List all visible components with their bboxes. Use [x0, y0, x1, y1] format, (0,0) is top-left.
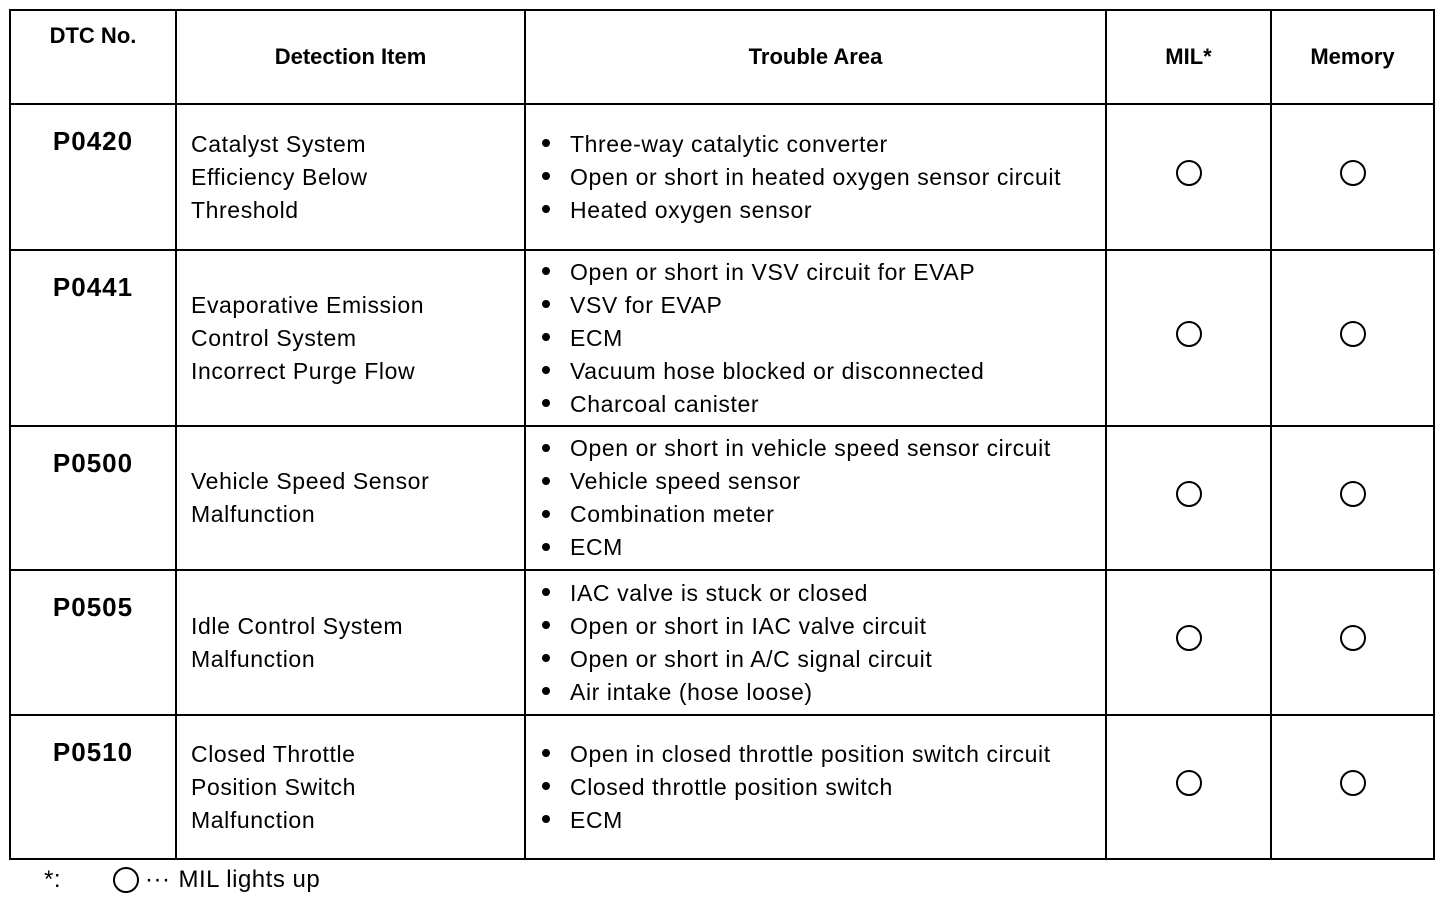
footnote-ellipsis: ···: [145, 866, 171, 893]
trouble-area-text: Open or short in IAC valve circuit: [570, 612, 927, 639]
detection-item-line: Efficiency Below: [191, 163, 368, 190]
memory-cell: [1271, 104, 1434, 250]
detection-item: [176, 104, 525, 250]
bullet-icon: [542, 687, 550, 695]
bullet-icon: [542, 267, 550, 275]
trouble-area-text: ECM: [570, 806, 623, 833]
trouble-area-item: [542, 432, 1105, 465]
trouble-area-item: [542, 610, 1105, 643]
circle-icon: [1176, 481, 1202, 507]
dtc-table: [9, 9, 1435, 860]
trouble-area-item: [542, 577, 1105, 610]
mil-cell: [1106, 426, 1271, 570]
detection-item-line: Threshold: [191, 196, 299, 223]
detection-item-line: Catalyst System: [191, 130, 367, 157]
table-row: [10, 250, 1434, 426]
mil-cell: [1106, 570, 1271, 715]
bullet-icon: [542, 205, 550, 213]
footnote-marker: *:: [44, 866, 62, 893]
trouble-area-text: Air intake (hose loose): [570, 678, 813, 705]
trouble-area-text: Charcoal canister: [570, 390, 760, 417]
table-row: [10, 104, 1434, 250]
memory-cell: [1271, 715, 1434, 859]
detection-item-line: Control System: [191, 324, 357, 351]
bullet-icon: [542, 621, 550, 629]
detection-item: [176, 715, 525, 859]
trouble-area-text: Heated oxygen sensor: [570, 196, 813, 223]
trouble-area: [525, 250, 1106, 426]
bullet-icon: [542, 749, 550, 757]
circle-icon: [1340, 770, 1366, 796]
mil-cell: [1106, 250, 1271, 426]
dtc-code: P0441: [10, 250, 176, 426]
trouble-area-item: [542, 194, 1105, 227]
trouble-area-item: [542, 355, 1105, 388]
bullet-icon: [542, 300, 550, 308]
trouble-area-text: Open or short in A/C signal circuit: [570, 645, 933, 672]
header-row: [10, 10, 1434, 104]
trouble-area-text: Vacuum hose blocked or disconnected: [570, 357, 985, 384]
trouble-area-text: Three-way catalytic converter: [570, 130, 888, 157]
detection-item-line: Incorrect Purge Flow: [191, 357, 416, 384]
trouble-area-item: [542, 161, 1105, 194]
circle-icon: [113, 867, 139, 893]
bullet-icon: [542, 172, 550, 180]
detection-item: [176, 570, 525, 715]
bullet-icon: [542, 782, 550, 790]
circle-icon: [1176, 160, 1202, 186]
dtc-code: P0510: [10, 715, 176, 859]
trouble-area-item: [542, 256, 1105, 289]
trouble-area: [525, 104, 1106, 250]
detection-item-line: Closed Throttle: [191, 740, 356, 767]
table-row: [10, 570, 1434, 715]
detection-item-line: Malfunction: [191, 645, 316, 672]
bullet-icon: [542, 139, 550, 147]
trouble-area-text: Closed throttle position switch: [570, 773, 893, 800]
trouble-area-item: [542, 738, 1105, 771]
header-mil: MIL*: [1106, 10, 1271, 104]
table-row: [10, 426, 1434, 570]
header-memory: Memory: [1271, 10, 1434, 104]
bullet-icon: [542, 588, 550, 596]
bullet-icon: [542, 510, 550, 518]
detection-item-line: Vehicle Speed Sensor: [191, 468, 430, 494]
trouble-area-item: [542, 771, 1105, 804]
trouble-area-text: ECM: [570, 534, 623, 560]
bullet-icon: [542, 366, 550, 374]
detection-item-line: Evaporative Emission: [191, 291, 425, 318]
footnote-text: MIL lights up: [178, 866, 321, 893]
bullet-icon: [542, 333, 550, 341]
circle-icon: [1176, 321, 1202, 347]
trouble-area-item: [542, 388, 1105, 421]
table-row: [10, 715, 1434, 859]
trouble-area-text: VSV for EVAP: [570, 291, 723, 318]
header-trouble-area: Trouble Area: [525, 10, 1106, 104]
bullet-icon: [542, 654, 550, 662]
trouble-area-item: [542, 289, 1105, 322]
bullet-icon: [542, 444, 550, 452]
trouble-area-text: Open in closed throttle position switch circuit: [570, 740, 1051, 767]
trouble-area-text: Open or short in vehicle speed sensor circuit: [570, 435, 1051, 461]
circle-icon: [1340, 321, 1366, 347]
bullet-icon: [542, 477, 550, 485]
bullet-icon: [542, 543, 550, 551]
trouble-area-item: [542, 128, 1105, 161]
trouble-area-text: ECM: [570, 324, 623, 351]
trouble-area-item: [542, 804, 1105, 837]
circle-icon: [1176, 625, 1202, 651]
trouble-area-text: Combination meter: [570, 501, 775, 527]
trouble-area: [525, 570, 1106, 715]
header-dtc-no: DTC No.: [10, 10, 176, 104]
circle-icon: [1340, 160, 1366, 186]
circle-icon: [1340, 481, 1366, 507]
trouble-area-item: [542, 643, 1105, 676]
memory-cell: [1271, 250, 1434, 426]
trouble-area-text: Open or short in heated oxygen sensor circuit: [570, 163, 1062, 190]
trouble-area-text: Open or short in VSV circuit for EVAP: [570, 258, 976, 285]
dtc-code: P0505: [10, 570, 176, 715]
bullet-icon: [542, 399, 550, 407]
detection-item-line: Malfunction: [191, 501, 316, 527]
trouble-area: [525, 715, 1106, 859]
trouble-area-item: [542, 465, 1105, 498]
trouble-area-text: IAC valve is stuck or closed: [570, 579, 869, 606]
detection-item: [176, 426, 525, 570]
bullet-icon: [542, 815, 550, 823]
circle-icon: [1340, 625, 1366, 651]
circle-icon: [1176, 770, 1202, 796]
trouble-area-text: Vehicle speed sensor: [570, 468, 801, 494]
mil-cell: [1106, 715, 1271, 859]
memory-cell: [1271, 426, 1434, 570]
trouble-area-item: [542, 498, 1105, 531]
dtc-code: P0420: [10, 104, 176, 250]
header-detection-item: Detection Item: [176, 10, 525, 104]
trouble-area-item: [542, 676, 1105, 709]
detection-item-line: Idle Control System: [191, 612, 404, 639]
trouble-area: [525, 426, 1106, 570]
trouble-area-item: [542, 322, 1105, 355]
trouble-area-item: [542, 531, 1105, 564]
detection-item-line: Position Switch: [191, 773, 356, 800]
detection-item-line: Malfunction: [191, 806, 316, 833]
memory-cell: [1271, 570, 1434, 715]
footnote: [44, 866, 320, 894]
detection-item: [176, 250, 525, 426]
mil-cell: [1106, 104, 1271, 250]
dtc-code: P0500: [10, 426, 176, 570]
